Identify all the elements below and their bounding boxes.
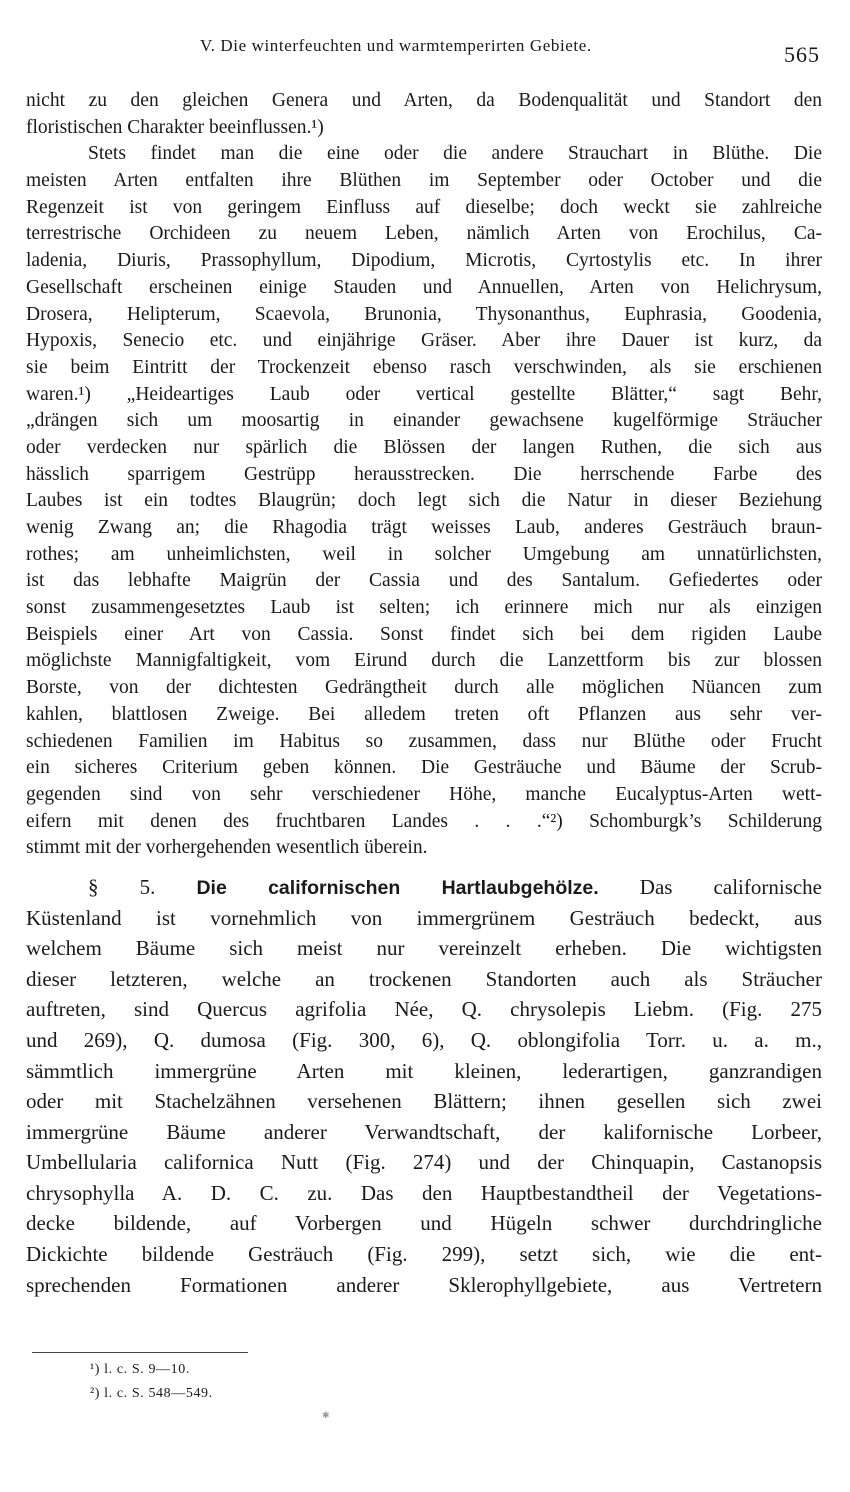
text-line: dieser letzteren, welche an trockenen Standorten auch als Sträucher [26, 966, 822, 991]
text-line: Beispiels einer Art von Cassia. Sonst findet sich bei dem rigiden Laube [26, 623, 822, 645]
text-line: immergrüne Bäume anderer Verwandtschaft, der kalifornische Lorbeer, [26, 1119, 822, 1144]
text-line: Borste, von der dichtesten Gedrängtheit durch alle möglichen Nüancen zum [26, 677, 822, 699]
paragraph-1 [26, 88, 822, 141]
text-line: Gesellschaft erscheinen einige Stauden und Annuellen, Arten von Helichrysum, [26, 276, 822, 298]
section-first-line-rest: Das californische [639, 874, 823, 899]
text-line: oder mit Stachelzähnen versehenen Blättern; ihnen gesellen sich zwei [26, 1089, 822, 1114]
text-line: gegenden sind von sehr verschiedener Höhe, manche Eucalyptus-Arten wett- [26, 783, 822, 805]
footnote-2: ²) l. c. S. 548—549. [90, 1386, 213, 1401]
text-line: ladenia, Diuris, Prassophyllum, Dipodium, Microtis, Cyrtostylis etc. In ihrer [26, 250, 822, 272]
text-line: Stets findet man die eine oder die andere Strauchart in Blüthe. Die [88, 143, 822, 165]
text-line: auftreten, sind Quercus agrifolia Née, Q. chrysolepis Liebm. (Fig. 275 [26, 997, 822, 1022]
text-line: welchem Bäume sich meist nur vereinzelt erheben. Die wichtigsten [26, 936, 822, 961]
text-line: Regenzeit ist von geringem Einfluss auf dieselbe; doch weckt sie zahlreiche [26, 196, 822, 218]
text-line: sprechenden Formationen anderer Sklerophyllgebiete, aus Vertretern [26, 1272, 822, 1297]
text-line: schiedenen Familien im Habitus so zusammen, dass nur Blüthe oder Frucht [26, 730, 822, 752]
text-line: möglichste Mannigfaltigkeit, vom Eirund durch die Lanzettform bis zur blossen [26, 650, 822, 672]
text-line: decke bildende, auf Vorbergen und Hügeln schwer durchdringliche [26, 1211, 822, 1236]
text-line: Hypoxis, Senecio etc. und einjährige Gräser. Aber ihre Dauer ist kurz, da [26, 330, 822, 352]
text-line: ist das lebhafte Maigrün der Cassia und des Santalum. Gefiedertes oder [26, 570, 822, 592]
section-marker: § 5. [88, 874, 156, 899]
footnote-1: ¹) l. c. S. 9—10. [90, 1362, 190, 1377]
text-line: wenig Zwang an; die Rhagodia trägt weisses Laub, anderes Gesträuch braun- [26, 517, 822, 538]
text-line: hässlich sparrigem Gestrüpp herausstrecken. Die herrschende Farbe des [26, 463, 822, 485]
text-line: stimmt mit der vorhergehenden wesentlich überein. [26, 837, 428, 859]
text-line: eifern mit denen des fruchtbaren Landes . . .“²) Schomburgk’s Schilderung [26, 810, 822, 832]
print-speck: ✱ [322, 1410, 330, 1420]
text-line: Dickichte bildende Gesträuch (Fig. 299), setzt sich, wie die ent- [26, 1242, 822, 1267]
text-line: oder verdecken nur spärlich die Blössen der langen Ruthen, die sich aus [26, 436, 822, 458]
paragraph-2 [26, 141, 822, 862]
section-5 [26, 872, 822, 1300]
text-line: Laubes ist ein todtes Blaugrün; doch legt sich die Natur in dieser Beziehung [26, 490, 822, 512]
text-line: sie beim Eintritt der Trockenzeit ebenso rasch verschwinden, als sie erschienen [26, 356, 822, 378]
body-text [26, 88, 822, 1300]
text-line: sonst zusammengesetztes Laub ist selten; ich erinnere mich nur als einzigen [26, 597, 822, 619]
text-line: ein sicheres Criterium geben können. Die Gesträuche und Bäume der Scrub- [26, 757, 822, 779]
text-line: terrestrische Orchideen zu neuem Leben, nämlich Arten von Erochilus, Ca- [26, 223, 822, 245]
text-line: Küstenland ist vornehmlich von immergrünem Gesträuch bedeckt, aus [26, 905, 822, 930]
text-line: floristischen Charakter beeinflussen.¹) [26, 116, 324, 138]
text-line: Drosera, Helipterum, Scaevola, Brunonia, Thysonanthus, Euphrasia, Goodenia, [26, 303, 822, 325]
section-first-line [26, 872, 822, 903]
section-heading: Die californischen Hartlaubgehölze. [196, 876, 599, 899]
footnote-rule [32, 1352, 248, 1353]
text-line: sämmtlich immergrüne Arten mit kleinen, lederartigen, ganzrandigen [26, 1058, 822, 1083]
text-line: meisten Arten entfalten ihre Blüthen im September oder October und die [26, 170, 822, 192]
text-line: kahlen, blattlosen Zweige. Bei alledem treten oft Pflanzen aus sehr ver- [26, 703, 822, 725]
text-line: und 269), Q. dumosa (Fig. 300, 6), Q. oblongifolia Torr. u. a. m., [26, 1027, 822, 1052]
text-line: chrysophylla A. D. C. zu. Das den Hauptbestandtheil der Vegetations- [26, 1180, 822, 1205]
page-number: 565 [784, 42, 820, 67]
text-line: „drängen sich um moosartig in einander gewachsene kugelförmige Sträucher [26, 410, 822, 432]
text-line: waren.¹) „Heideartiges Laub oder vertical gestellte Blätter,“ sagt Behr, [26, 383, 822, 405]
running-head-title: V. Die winterfeuchten und warmtemperirten Gebiete. [200, 36, 592, 55]
footnotes [90, 1358, 213, 1406]
running-head [0, 34, 850, 67]
text-line: Umbellularia californica Nutt (Fig. 274) und der Chinquapin, Castanopsis [26, 1150, 822, 1175]
text-line: nicht zu den gleichen Genera und Arten, da Bodenqualität und Standort den [26, 90, 822, 111]
text-line: rothes; am unheimlichsten, weil in solcher Umgebung am unnatürlichsten, [26, 543, 822, 565]
